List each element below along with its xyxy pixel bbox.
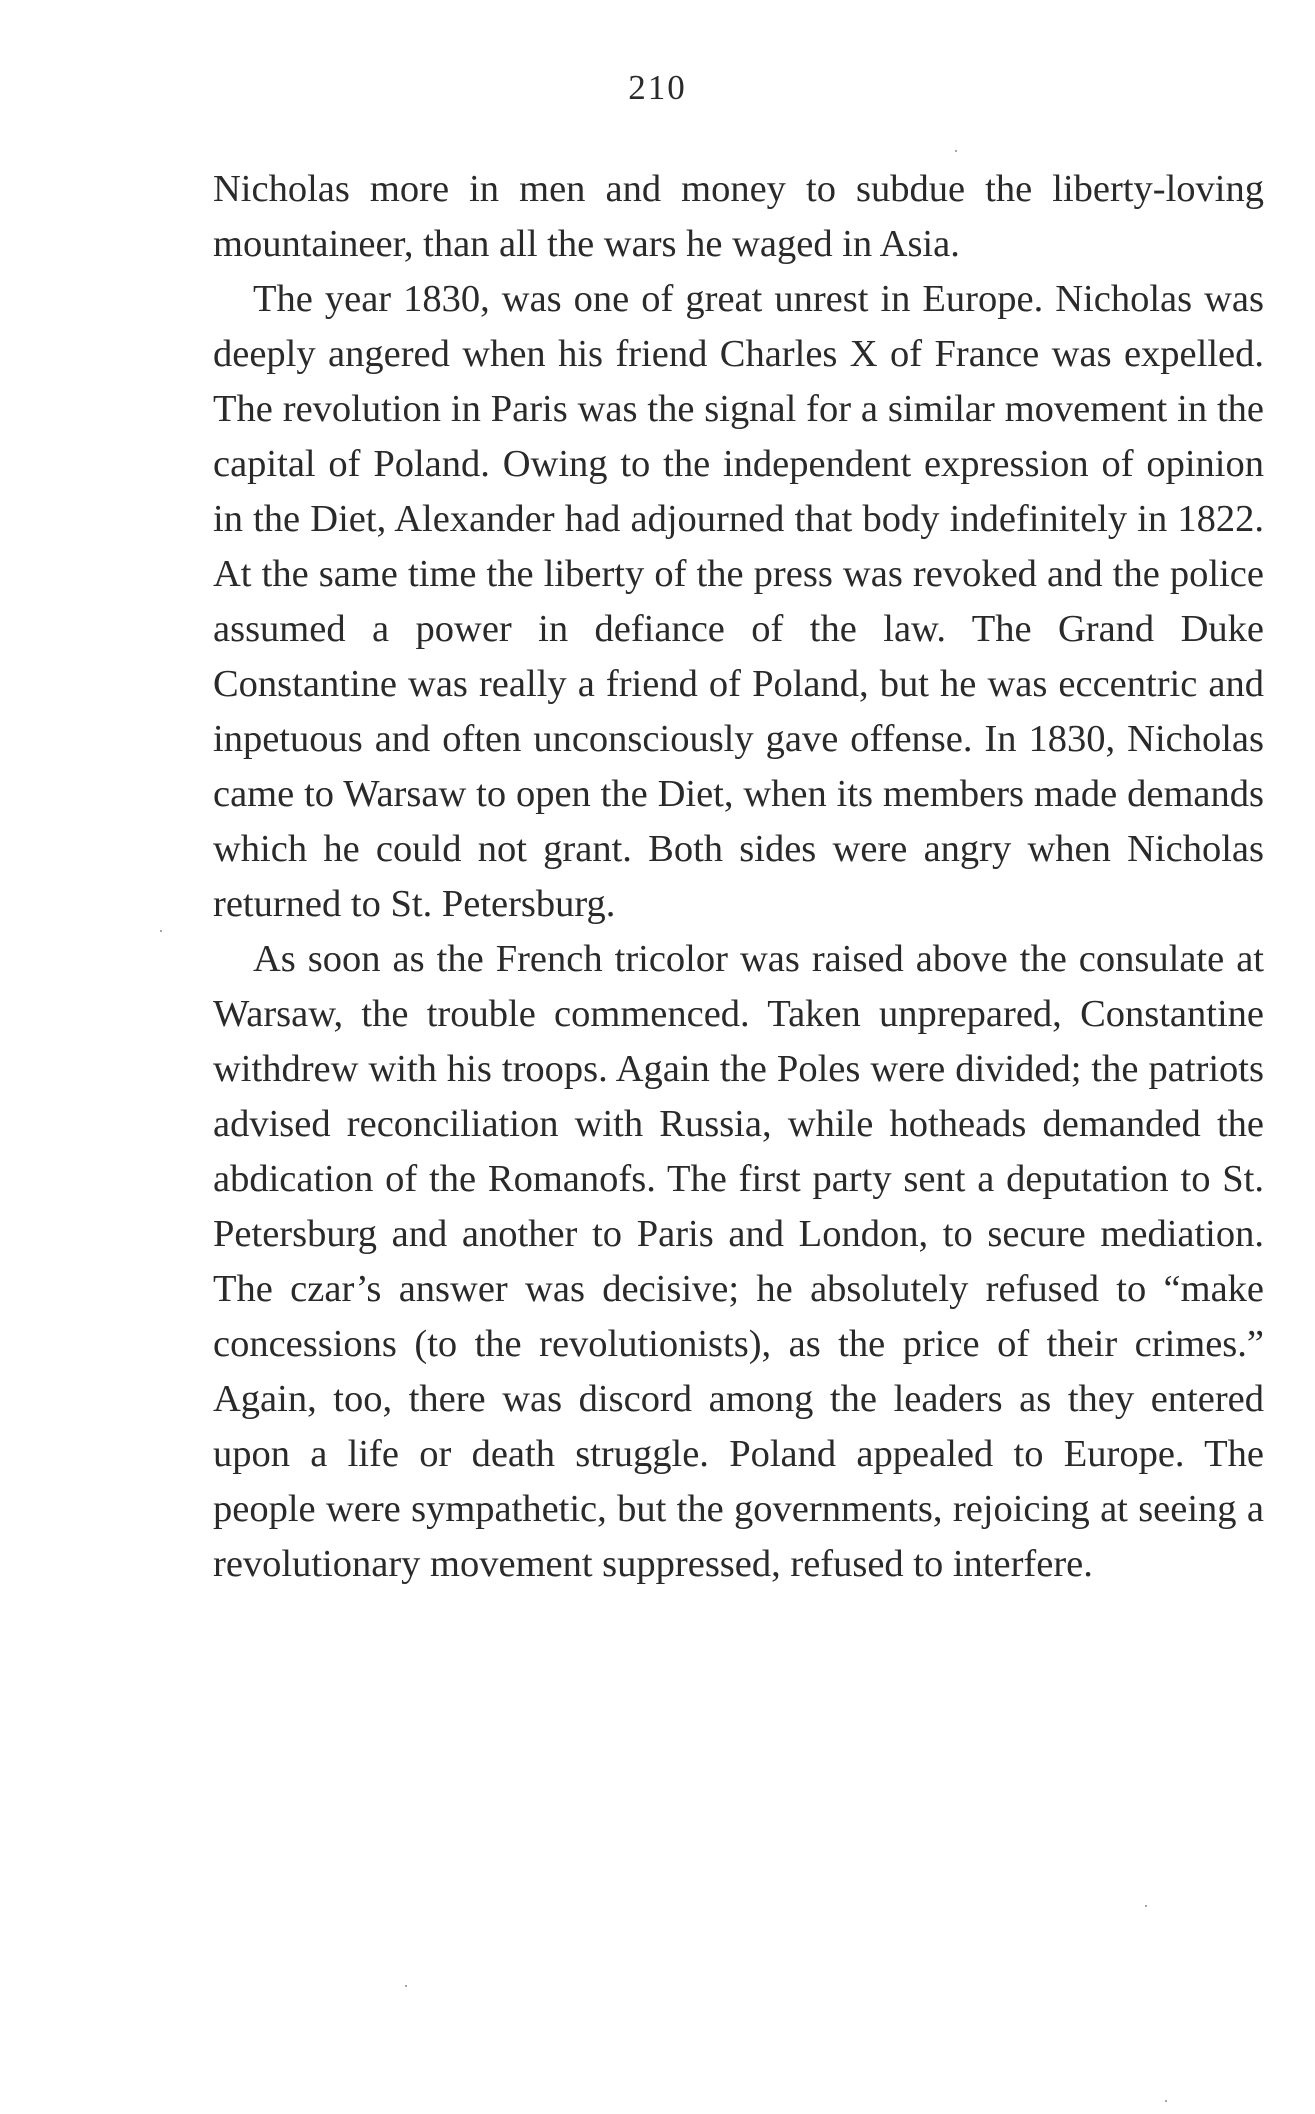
scan-speck <box>1165 2100 1167 2102</box>
scan-speck <box>405 1985 407 1987</box>
scan-speck <box>955 150 957 152</box>
scan-speck <box>1145 1905 1147 1907</box>
paragraph-unrest-1830: The year 1830, was one of great unrest in Europe. Nicholas was deeply angered when his friend Charles X of France was expelled. The revolution in Paris was the signal for a similar movement in the capital of Poland. Owing to the independent expression of opinion in the Diet, Alexander had adjourned that body indefinitely in 1822. At the same time the liberty of the press was revoked and the police assumed a power in defiance of the law. The Grand Duke Constantine was really a friend of Poland, but he was eccentric and inpetuous and often unconsciously gave offense. In 1830, Nicholas came to Warsaw to open the Diet, when its members made demands which he could not grant. Both sides were angry when Nicholas returned to St. Petersburg. <box>213 278 1264 925</box>
page-number: 210 <box>628 68 687 107</box>
paragraph-continuation: Nicholas more in men and money to subdue the liberty-loving mountaineer, than all the wars he waged in Asia. <box>213 168 1264 265</box>
scan-speck <box>160 930 162 932</box>
body-text <box>213 162 1264 1592</box>
paragraph-tricolor-warsaw: As soon as the French tricolor was raised above the consulate at Warsaw, the trouble commenced. Taken unprepared, Constantine withdrew with his troops. Again the Poles were divided; the patriots advised reconciliation with Russia, while hotheads demanded the abdication of the Romanofs. The first party sent a deputation to St. Petersburg and another to Paris and London, to secure mediation. The czar’s answer was decisive; he absolutely refused to “make concessions (to the revolutionists), as the price of their crimes.” Again, too, there was discord among the leaders as they entered upon a life or death struggle. Poland appealed to Europe. The people were sympathetic, but the governments, rejoicing at seeing a revolutionary movement suppressed, refused to interfere. <box>213 938 1264 1585</box>
